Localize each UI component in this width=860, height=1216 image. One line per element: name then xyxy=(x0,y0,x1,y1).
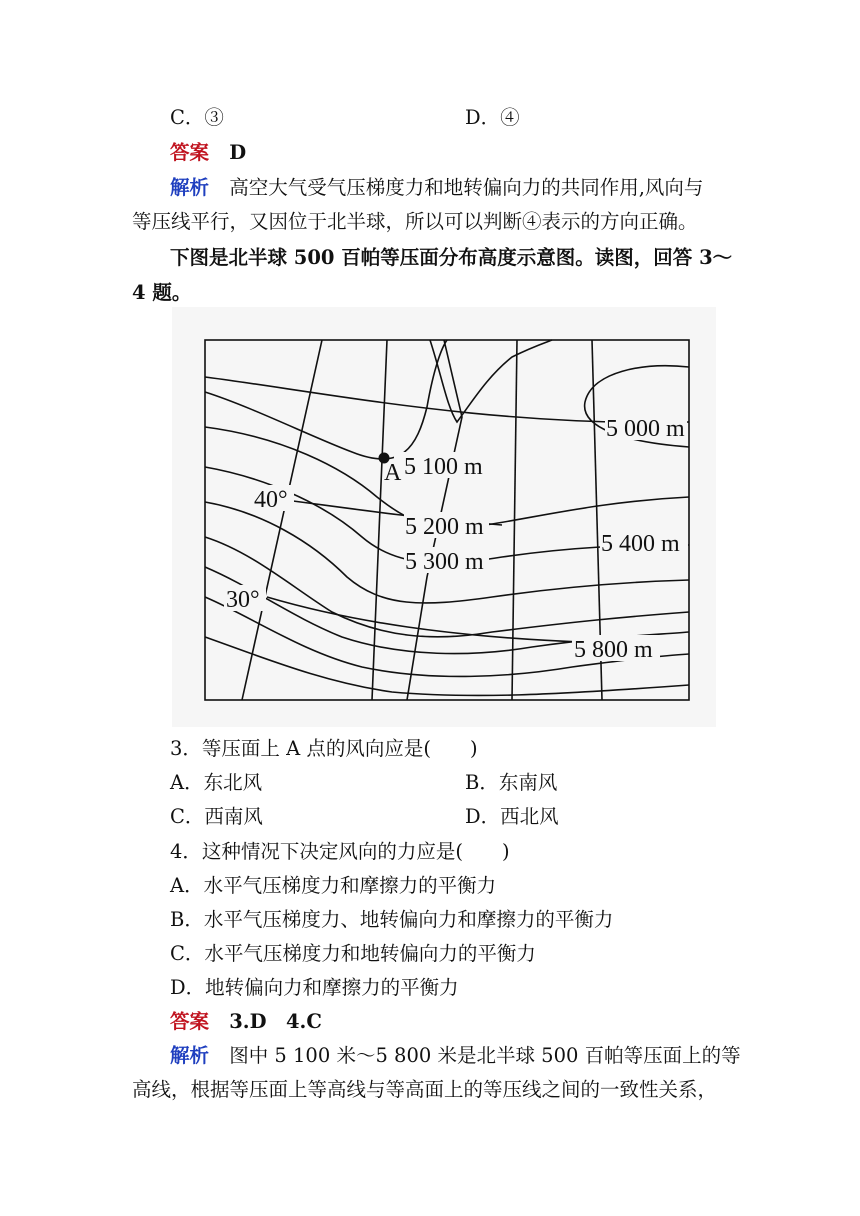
isobaric-height-figure xyxy=(172,307,716,727)
contour-line xyxy=(205,340,447,459)
analysis-text: 高空大气受气压梯度力和地转偏向力的共同作用,风向与 xyxy=(229,176,704,199)
contour-label-5200: 5 200 m xyxy=(405,514,484,540)
prev-option-d: D．④ xyxy=(465,106,520,129)
answer2 xyxy=(170,1010,322,1034)
answer2-label: 答案 xyxy=(170,1010,210,1033)
point-a-label: A xyxy=(384,460,402,486)
prev-analysis-line1 xyxy=(170,176,703,200)
q3-option-a[interactable]: A．东北风 xyxy=(170,771,263,794)
q3-stem: 3．等压面上 A 点的风向应是( ) xyxy=(170,737,478,760)
q4-option-c[interactable]: C．水平气压梯度力和地转偏向力的平衡力 xyxy=(170,942,536,965)
q3-option-b[interactable]: B．东南风 xyxy=(465,771,558,794)
answer-label: 答案 xyxy=(170,141,210,164)
analysis2-label: 解析 xyxy=(170,1044,210,1067)
prev-analysis-line2: 等压线平行，又因位于北半球，所以可以判断④表示的方向正确。 xyxy=(132,210,698,233)
meridian-line xyxy=(242,340,322,700)
latitude-label-30: 30° xyxy=(226,587,260,613)
prev-question-options xyxy=(170,106,520,130)
contour-label-5300: 5 300 m xyxy=(405,549,484,575)
analysis2-text: 图中 5 100 米～5 800 米是北半球 500 百帕等压面上的等 xyxy=(229,1044,741,1067)
latitude-label-40: 40° xyxy=(254,487,288,513)
q4-option-d[interactable]: D．地转偏向力和摩擦力的平衡力 xyxy=(170,976,459,999)
parallel-30 xyxy=(267,597,582,642)
intro-line1: 下图是北半球 500 百帕等压面分布高度示意图。读图，回答 3～ xyxy=(170,246,733,269)
contour-map xyxy=(172,307,716,727)
q3-option-d[interactable]: D．西北风 xyxy=(465,805,559,828)
q4-option-b[interactable]: B．水平气压梯度力、地转偏向力和摩擦力的平衡力 xyxy=(170,908,614,931)
contour-label-5000: 5 000 m xyxy=(606,416,685,442)
q4-option-a[interactable]: A．水平气压梯度力和摩擦力的平衡力 xyxy=(170,874,497,897)
contour-label-5800: 5 800 m xyxy=(574,637,653,663)
answer-value: D xyxy=(229,141,247,164)
analysis2-line2: 高线，根据等压面上等高线与等高面上的等压线之间的一致性关系， xyxy=(132,1078,718,1101)
contour-line xyxy=(430,340,552,422)
answer2-value: 3.D 4.C xyxy=(229,1010,322,1033)
contour-label-5100: 5 100 m xyxy=(404,454,483,480)
prev-answer xyxy=(170,141,246,165)
analysis-label: 解析 xyxy=(170,176,210,199)
q3-option-c[interactable]: C．西南风 xyxy=(170,805,263,828)
analysis2-line1 xyxy=(170,1044,741,1068)
prev-option-c: C．③ xyxy=(170,106,224,129)
q4-stem: 4．这种情况下决定风向的力应是( ) xyxy=(170,840,510,863)
intro-line2: 4 题。 xyxy=(132,281,192,304)
contour-label-5400: 5 400 m xyxy=(601,531,680,557)
q3-options-row1 xyxy=(170,771,558,795)
q3-options-row2 xyxy=(170,805,559,829)
